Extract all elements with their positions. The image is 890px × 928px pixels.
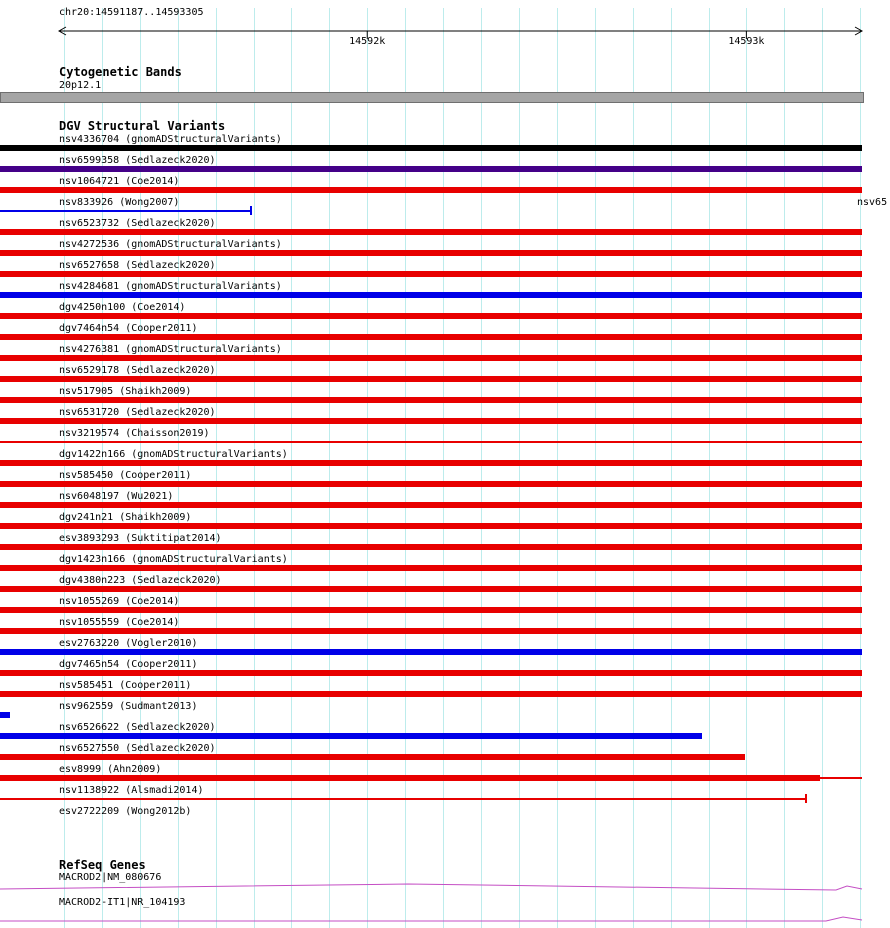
dgv-structural-variants-title: DGV Structural Variants (59, 119, 226, 133)
variant-row (0, 701, 890, 722)
variant-row (0, 239, 890, 260)
variant-row (0, 428, 890, 449)
variant-bar[interactable] (0, 418, 862, 424)
variant-row (0, 680, 890, 701)
region-coordinates: chr20:14591187..14593305 (59, 7, 204, 18)
variant-row (0, 638, 890, 659)
variant-bar[interactable] (0, 460, 862, 466)
variant-row (0, 386, 890, 407)
variant-bar[interactable] (0, 502, 862, 508)
variant-row (0, 806, 890, 827)
variant-label-right: nsv65 (857, 197, 888, 208)
variant-label: nsv517905 (Shaikh2009) (59, 386, 192, 397)
variant-bar[interactable] (0, 798, 806, 800)
ruler-tick-label: 14592k (349, 36, 386, 47)
variant-label: esv8999 (Ahn2009) (59, 764, 162, 775)
variant-bar[interactable] (0, 313, 862, 319)
variant-bar-line[interactable] (820, 777, 862, 779)
variant-row (0, 218, 890, 239)
variant-bar[interactable] (0, 712, 10, 718)
variant-bar[interactable] (0, 481, 862, 487)
variant-row (0, 302, 890, 323)
variant-label: nsv6523732 (Sedlazeck2020) (59, 218, 216, 229)
variant-row (0, 365, 890, 386)
variant-label: nsv4276381 (gnomADStructuralVariants) (59, 344, 282, 355)
variant-label: nsv4336704 (gnomADStructuralVariants) (59, 134, 282, 145)
variant-row (0, 617, 890, 638)
variant-label: nsv1138922 (Alsmadi2014) (59, 785, 204, 796)
variant-label: nsv6526622 (Sedlazeck2020) (59, 722, 216, 733)
variant-bar[interactable] (0, 691, 862, 697)
variant-label: nsv6527550 (Sedlazeck2020) (59, 743, 216, 754)
variant-row (0, 764, 890, 785)
variant-row (0, 554, 890, 575)
variant-label: nsv6531720 (Sedlazeck2020) (59, 407, 216, 418)
variant-label: esv3893293 (Suktitipat2014) (59, 533, 222, 544)
variant-label: dgv4380n223 (Sedlazeck2020) (59, 575, 222, 586)
variant-row (0, 197, 890, 218)
variant-label: dgv4250n100 (Coe2014) (59, 302, 186, 313)
variant-bar[interactable] (0, 271, 862, 277)
variant-row (0, 176, 890, 197)
variant-end-tick (250, 206, 252, 215)
variant-bar[interactable] (0, 733, 702, 739)
variant-row (0, 596, 890, 617)
gene-label: MACROD2|NM_080676 (59, 872, 162, 883)
variant-row (0, 449, 890, 470)
ruler-tick-label: 14593k (728, 36, 765, 47)
variant-label: esv2722209 (Wong2012b) (59, 806, 192, 817)
variant-bar[interactable] (0, 334, 862, 340)
variant-row (0, 533, 890, 554)
variant-row (0, 512, 890, 533)
variant-bar[interactable] (0, 210, 251, 212)
variant-label: nsv833926 (Wong2007) (59, 197, 180, 208)
variant-bar[interactable] (0, 586, 862, 592)
variant-row (0, 491, 890, 512)
variant-bar[interactable] (0, 607, 862, 613)
variant-row (0, 407, 890, 428)
variant-bar[interactable] (0, 441, 862, 443)
variant-label: nsv1055269 (Coe2014) (59, 596, 180, 607)
variant-bar[interactable] (0, 754, 745, 760)
variant-label: nsv585451 (Cooper2011) (59, 680, 192, 691)
variant-bar[interactable] (0, 355, 862, 361)
variant-row (0, 743, 890, 764)
variant-bar[interactable] (0, 397, 862, 403)
variant-label: esv2763220 (Vogler2010) (59, 638, 198, 649)
variant-label: dgv1423n166 (gnomADStructuralVariants) (59, 554, 288, 565)
variant-row (0, 470, 890, 491)
variant-row (0, 575, 890, 596)
variant-label: nsv4272536 (gnomADStructuralVariants) (59, 239, 282, 250)
variant-label: nsv585450 (Cooper2011) (59, 470, 192, 481)
cytogenetic-bands-title: Cytogenetic Bands (59, 65, 182, 79)
variant-label: nsv6529178 (Sedlazeck2020) (59, 365, 216, 376)
variant-row (0, 260, 890, 281)
variant-bar[interactable] (0, 565, 862, 571)
refseq-genes-title: RefSeq Genes (59, 858, 146, 872)
variant-bar[interactable] (0, 649, 862, 655)
variant-bar[interactable] (0, 376, 862, 382)
variant-bar[interactable] (0, 670, 862, 676)
variant-end-tick (805, 794, 807, 803)
variant-bar[interactable] (0, 250, 862, 256)
variant-row (0, 155, 890, 176)
variant-label: nsv962559 (Sudmant2013) (59, 701, 198, 712)
variant-row (0, 785, 890, 806)
variant-bar[interactable] (0, 775, 820, 781)
variant-label: dgv1422n166 (gnomADStructuralVariants) (59, 449, 288, 460)
variant-label: nsv6599358 (Sedlazeck2020) (59, 155, 216, 166)
variant-label: nsv4284681 (gnomADStructuralVariants) (59, 281, 282, 292)
variant-bar[interactable] (0, 544, 862, 550)
variant-label: nsv1064721 (Coe2014) (59, 176, 180, 187)
variant-label: nsv1055559 (Coe2014) (59, 617, 180, 628)
variant-label: nsv3219574 (Chaisson2019) (59, 428, 210, 439)
variant-bar[interactable] (0, 229, 862, 235)
cytoband-label: 20p12.1 (59, 80, 102, 91)
variant-bar[interactable] (0, 187, 862, 193)
variant-label: dgv7464n54 (Cooper2011) (59, 323, 198, 334)
variant-bar[interactable] (0, 292, 862, 298)
variant-bar[interactable] (0, 628, 862, 634)
variant-bar[interactable] (0, 523, 862, 529)
variant-label: dgv7465n54 (Cooper2011) (59, 659, 198, 670)
variant-row (0, 722, 890, 743)
variant-label: nsv6048197 (Wu2021) (59, 491, 174, 502)
gene-label: MACROD2-IT1|NR_104193 (59, 897, 186, 908)
variant-row (0, 659, 890, 680)
variant-row (0, 134, 890, 155)
variant-label: nsv6527658 (Sedlazeck2020) (59, 260, 216, 271)
cytoband-bar (0, 92, 864, 103)
variant-row (0, 281, 890, 302)
variant-row (0, 344, 890, 365)
variant-bar[interactable] (0, 145, 862, 151)
variant-row (0, 323, 890, 344)
variant-label: dgv241n21 (Shaikh2009) (59, 512, 192, 523)
variant-bar[interactable] (0, 166, 862, 172)
